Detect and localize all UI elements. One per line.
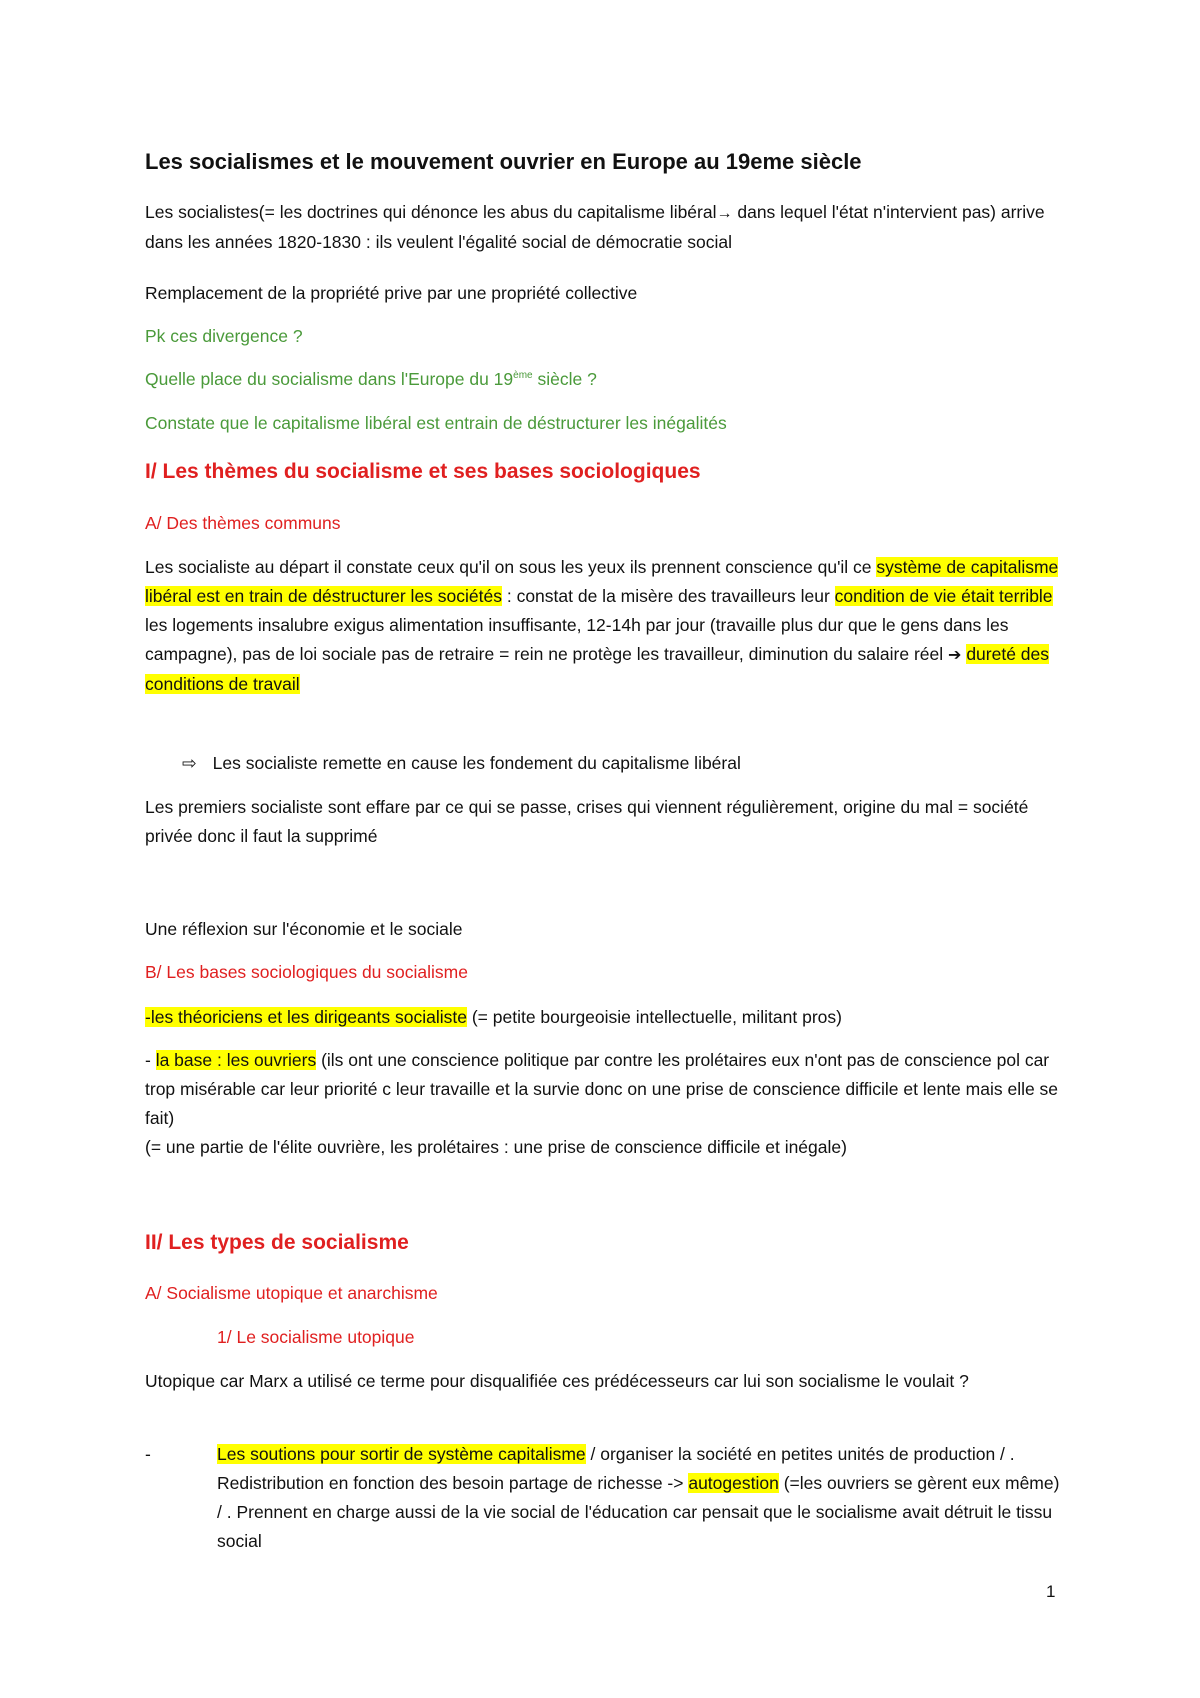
superscript-eme: ème [513, 370, 533, 382]
question-place [145, 365, 1065, 394]
bold-arrow-icon: ➔ [948, 647, 962, 664]
text-run: (=les ouvriers se gèrent eux même) / . Prennent en charge aussi de la vie social de l'éducation car pensait que le socialisme avait détruit le tissu social [217, 1473, 1060, 1551]
section2-list-item [217, 1440, 1065, 1556]
document-title: Les socialismes et le mouvement ouvrier en Europe au 19eme siècle [145, 149, 862, 174]
section2-paragraph-utopique: Utopique car Marx a utilisé ce terme pour disqualifiée ces prédécesseurs car lui son socialisme le voulait ? [145, 1371, 969, 1391]
section2-subheading-1: 1/ Le socialisme utopique [217, 1327, 415, 1347]
question-divergence: Pk ces divergence ? [145, 326, 303, 346]
question-constate: Constate que le capitalisme libéral est entrain de déstructurer les inégalités [145, 413, 727, 433]
hollow-arrow-icon: ⇨ [182, 753, 197, 773]
bullet-item [182, 749, 1062, 778]
text-run: : constat de la misère des travailleurs leur [501, 586, 835, 606]
intro-text-a: Les socialistes(= les doctrines qui dénonce les abus du capitalisme libéral [145, 202, 717, 222]
question-place-text: Quelle place du socialisme dans l'Europe du 19 [145, 369, 514, 389]
page-number: 1 [1046, 1582, 1056, 1601]
section1-paragraph-a [145, 553, 1065, 699]
highlight-theoriciens: -les théoriciens et les dirigeants socialiste [145, 1007, 467, 1027]
intro-paragraph [145, 198, 1065, 257]
section2-subheading-a: A/ Socialisme utopique et anarchisme [145, 1283, 438, 1303]
text-run: (= petite bourgeoisie intellectuelle, militant pros) [466, 1007, 842, 1027]
text-run: les logements insalubre exigus alimentation insuffisante, 12-14h par jour (travaille plus dur que le gens dans les campagne), pas de loi sociale pas de retraire = rein ne protège les travailleur, diminution du salaire réel [145, 615, 1009, 664]
right-arrow-icon: → [716, 205, 733, 222]
highlight-base-ouvriers: la base : les ouvriers [155, 1050, 317, 1070]
bullet-text: Les socialiste remette en cause les fondement du capitalisme libéral [212, 753, 741, 773]
section1-paragraph-reflexion: Une réflexion sur l'économie et le sociale [145, 919, 463, 939]
list-dash: - [145, 1444, 151, 1464]
section1-paragraph-base [145, 1046, 1065, 1162]
section1-paragraph-theoriciens [145, 1003, 1065, 1032]
text-run: (= une partie de l'élite ouvrière, les prolétaires : une prise de conscience difficile et inégale) [145, 1137, 847, 1157]
text-run: (ils ont une conscience politique par contre les prolétaires eux n'ont pas de conscience pol car trop misérable car leur priorité c leur travaille et la survie donc on une prise de conscience difficile et lente mais elle se fait) [145, 1050, 1059, 1128]
text-run: - [145, 1050, 156, 1070]
section2-heading: II/ Les types de socialisme [145, 1231, 409, 1254]
highlight-conditions: condition de vie était terrible [834, 586, 1053, 606]
highlight-autogestion: autogestion [688, 1473, 779, 1493]
section1-subheading-b: B/ Les bases sociologiques du socialisme [145, 962, 468, 982]
highlight-capitalism: système de capitalisme libéral est en train de déstructurer les sociétés [145, 557, 1059, 606]
intro-text-b: dans lequel l'état n'intervient pas) arrive dans les années 1820-1830 : ils veulent l'égalité social de démocratie social [145, 202, 1045, 252]
intro-collective-property: Remplacement de la propriété prive par une propriété collective [145, 283, 638, 303]
section1-heading: I/ Les thèmes du socialisme et ses bases sociologiques [145, 460, 701, 483]
question-place-end: siècle ? [532, 369, 597, 389]
text-run: / organiser la société en petites unités de production / . Redistribution en fonction des besoin partage de richesse -> [217, 1444, 1015, 1493]
highlight-solutions: Les soutions pour sortir de système capitalisme [217, 1444, 586, 1464]
section1-paragraph-premiers: Les premiers socialiste sont effare par ce qui se passe, crises qui viennent régulièrement, origine du mal = société privée donc il faut la supprimé [145, 797, 1029, 846]
section1-subheading-a: A/ Des thèmes communs [145, 513, 341, 533]
text-run: Les socialiste au départ il constate ceux qu'il on sous les yeux ils prennent conscience qu'il ce [145, 557, 877, 577]
highlight-durete: dureté des conditions de travail [145, 644, 1050, 694]
